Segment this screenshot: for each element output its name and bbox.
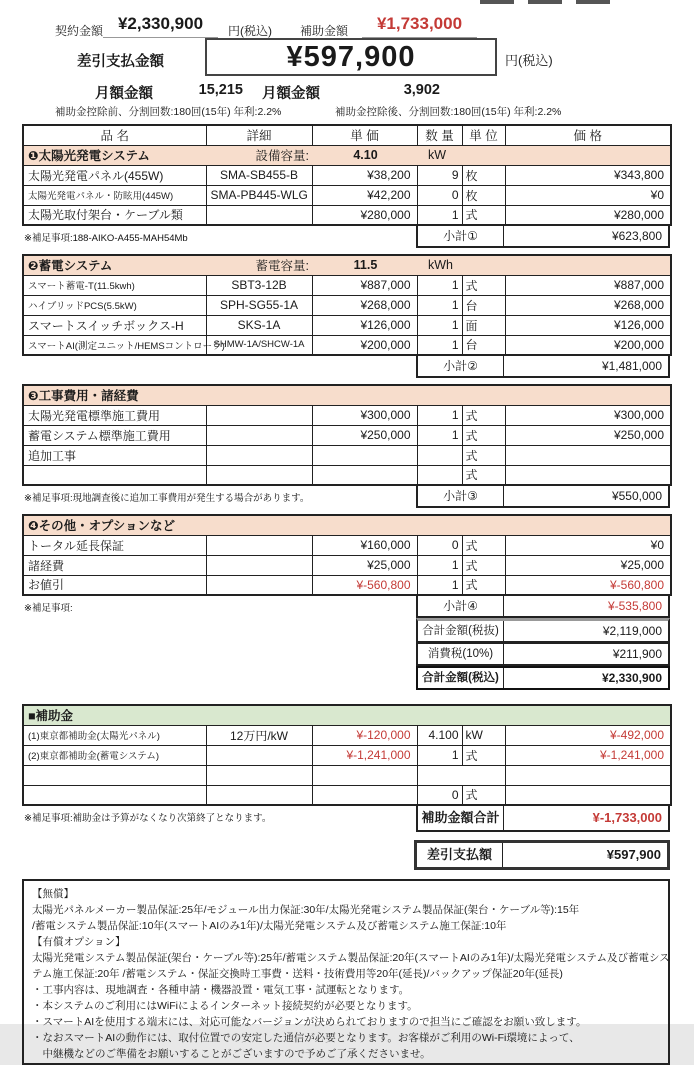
cell: ¥280,000 xyxy=(505,205,671,225)
total-value: ¥2,119,000 xyxy=(602,624,662,638)
warranty-notes-box xyxy=(22,879,670,1065)
items-table-options xyxy=(22,514,672,596)
table-row xyxy=(23,405,671,425)
cell: スマート蓄電-T(11.5kwh) xyxy=(23,275,206,295)
clipped-text-fragment xyxy=(576,0,610,4)
cell xyxy=(312,785,417,805)
cell xyxy=(206,445,312,465)
subtotal-label: 小計④ xyxy=(418,596,504,616)
cell xyxy=(23,465,206,485)
cell: 9 xyxy=(417,165,462,185)
cell: ¥200,000 xyxy=(312,335,417,355)
cell: 1 xyxy=(417,315,462,335)
payment-summary xyxy=(0,0,694,122)
cell: ¥250,000 xyxy=(505,425,671,445)
cell: 0 xyxy=(417,185,462,205)
cell: スマートAI(測定ユニット/HEMSコントローラ) xyxy=(23,335,206,355)
table-row xyxy=(23,745,671,765)
cell xyxy=(312,445,417,465)
cell: (2)東京都補助金(蓄電システム) xyxy=(23,745,206,765)
subtotal-value: ¥550,000 xyxy=(611,489,662,503)
cell: 1 xyxy=(417,205,462,225)
cell: ¥343,800 xyxy=(505,165,671,185)
cell xyxy=(206,405,312,425)
table-row xyxy=(23,335,671,355)
cell: 1 xyxy=(417,295,462,315)
cell xyxy=(206,555,312,575)
subtotal-value: ¥-535,800 xyxy=(607,599,662,613)
cell: 台 xyxy=(462,295,505,315)
cell: ¥-1,241,000 xyxy=(312,745,417,765)
cell xyxy=(206,575,312,595)
subtotal-strip xyxy=(22,596,670,618)
cell: トータル延長保証 xyxy=(23,535,206,555)
cell: ¥268,000 xyxy=(312,295,417,315)
note-line: ・工事内容は、現地調査・各種申請・機器設置・電気工事・試運転となります。 xyxy=(32,984,410,996)
cell: SKS-1A xyxy=(206,315,312,335)
monthly-after-label: 月額金額 xyxy=(262,86,320,102)
contract-amount-value: ¥2,330,900 xyxy=(103,14,218,38)
section-header-row xyxy=(23,145,671,165)
cell: ¥887,000 xyxy=(312,275,417,295)
cell: ¥25,000 xyxy=(505,555,671,575)
col-header-unitprice: 単 価 xyxy=(312,125,417,145)
table-row xyxy=(23,275,671,295)
cell: 太陽光発電パネル(455W) xyxy=(23,165,206,185)
cell: 4.100 xyxy=(417,725,462,745)
cell: 式 xyxy=(462,465,505,485)
table-row xyxy=(23,445,671,465)
section-header-row xyxy=(23,255,671,275)
contract-tax-note: 円(税込) xyxy=(228,24,272,38)
cell: 式 xyxy=(462,405,505,425)
cell xyxy=(505,445,671,465)
section-title: ❶太陽光発電システム xyxy=(28,149,150,163)
section-construction xyxy=(22,384,670,508)
cell: 12万円/kW xyxy=(206,725,312,745)
note-line: 太陽光発電システム製品保証(架台・ケーブル等):25年/蓄電システム製品保証:20年(スマートAIのみ1年)/太陽光発電システム及び蓄電シス xyxy=(32,952,670,964)
section-solar xyxy=(22,124,670,248)
table-row xyxy=(23,765,671,785)
cell: 蓄電システム標準施工費用 xyxy=(23,425,206,445)
cell: ¥126,000 xyxy=(312,315,417,335)
subsidy-total-label: 補助金額合計 xyxy=(418,806,504,830)
section-battery xyxy=(22,254,670,378)
col-header-unit: 単 位 xyxy=(462,125,505,145)
note-line: 【無償】 xyxy=(32,888,74,900)
cell: ¥-560,800 xyxy=(505,575,671,595)
table-row xyxy=(23,205,671,225)
cell: ¥126,000 xyxy=(505,315,671,335)
table-row xyxy=(23,535,671,555)
cell: 1 xyxy=(417,555,462,575)
cell: 0 xyxy=(417,535,462,555)
table-row xyxy=(23,295,671,315)
table-row xyxy=(23,425,671,445)
cell: 式 xyxy=(462,745,505,765)
table-row xyxy=(23,575,671,595)
cell: ¥38,200 xyxy=(312,165,417,185)
cell: 式 xyxy=(462,275,505,295)
cell: 台 xyxy=(462,335,505,355)
cell: ¥268,000 xyxy=(505,295,671,315)
cell: 式 xyxy=(462,555,505,575)
cell: 枚 xyxy=(462,185,505,205)
cell xyxy=(505,785,671,805)
section-note: ※補足事項: xyxy=(24,603,73,614)
capacity-value: 11.5 xyxy=(353,258,378,273)
cell xyxy=(206,785,312,805)
table-row xyxy=(23,185,671,205)
cell: 1 xyxy=(417,335,462,355)
cell: ¥200,000 xyxy=(505,335,671,355)
cell: ¥-560,800 xyxy=(312,575,417,595)
cell xyxy=(206,765,312,785)
subsidy-total-strip xyxy=(22,806,670,832)
cell: 枚 xyxy=(462,165,505,185)
capacity-value: 4.10 xyxy=(353,148,378,162)
net-payment-row xyxy=(22,840,670,870)
net-payment-box xyxy=(205,38,497,76)
cell: 太陽光取付架台・ケーブル類 xyxy=(23,205,206,225)
cell xyxy=(417,465,462,485)
table-row xyxy=(23,555,671,575)
section-note: ※補足事項:188-AIKO-A455-MAH54Mb xyxy=(24,233,188,244)
subtotal-label: 小計③ xyxy=(418,486,504,506)
cell: SMA-PB445-WLG xyxy=(206,185,312,205)
cell xyxy=(417,765,505,785)
cell: ¥160,000 xyxy=(312,535,417,555)
note-line: 中継機などのご準備をお願いすることがございますので予めご了承くださいませ。 xyxy=(32,1048,431,1060)
section-subsidy xyxy=(22,704,670,870)
cell xyxy=(23,765,206,785)
note-line: ・スマートAIを使用する端末には、対応可能なバージョンが決められておりますので担当にご確認をお願い致します。 xyxy=(32,1016,587,1028)
cell xyxy=(206,465,312,485)
cell: スマートスイッチボックス-H xyxy=(23,315,206,335)
cell: (1)東京都補助金(太陽光パネル) xyxy=(23,725,206,745)
section-header-row xyxy=(23,515,671,535)
total-row-grand xyxy=(22,666,670,690)
total-label: 合計金額(税抜) xyxy=(418,621,504,641)
net-payment-value: ¥597,900 xyxy=(286,40,416,73)
cell: 0 xyxy=(417,785,462,805)
subsidy-note: ※補足事項:補助金は予算がなくなり次第終了となります。 xyxy=(24,813,272,824)
items-table-battery xyxy=(22,254,672,356)
note-line: ・なおスマートAIの動作には、取付位置での安定した通信が必要となります。お客様がご利用のWi-Fi環境によって、 xyxy=(32,1032,580,1044)
cell: 式 xyxy=(462,575,505,595)
table-row xyxy=(23,315,671,335)
subtotal-label: 小計② xyxy=(418,356,504,376)
cell: ¥280,000 xyxy=(312,205,417,225)
section-note xyxy=(22,356,416,378)
cell: SMA-SB455-B xyxy=(206,165,312,185)
cell: 面 xyxy=(462,315,505,335)
net-payment-label: 差引支払金額 xyxy=(77,54,164,70)
cell: 式 xyxy=(462,445,505,465)
itemized-tables xyxy=(22,124,670,1065)
cell: SHMW-1A/SHCW-1A xyxy=(206,335,312,355)
contract-amount-label: 契約金額 xyxy=(55,24,104,38)
total-value: ¥211,900 xyxy=(612,647,662,661)
subsidy-title: ■補助金 xyxy=(28,709,74,724)
section-title: ❸工事費用・諸経費 xyxy=(28,389,139,404)
cell: ¥0 xyxy=(505,185,671,205)
cell: お値引 xyxy=(23,575,206,595)
subtotal-value: ¥1,481,000 xyxy=(601,359,662,373)
cell xyxy=(206,745,312,765)
table-row xyxy=(23,165,671,185)
table-row xyxy=(23,465,671,485)
net-tax-note: 円(税込) xyxy=(505,53,553,68)
net-payment-row-value: ¥597,900 xyxy=(606,847,661,862)
col-header-qty: 数 量 xyxy=(417,125,462,145)
cell: ¥42,200 xyxy=(312,185,417,205)
cell xyxy=(206,425,312,445)
cell: ¥300,000 xyxy=(505,405,671,425)
col-header-price: 価 格 xyxy=(505,125,671,145)
cell: ¥-1,241,000 xyxy=(505,745,671,765)
cell: kW xyxy=(462,725,505,745)
section-header-row xyxy=(23,385,671,405)
loan-note-after: 補助金控除後、分割回数:180回(15年) 年利:2.2% xyxy=(335,106,562,118)
cell xyxy=(417,445,462,465)
items-table-construction xyxy=(22,384,672,486)
subsidy-total-value: ¥-1,733,000 xyxy=(592,810,662,825)
cell xyxy=(206,535,312,555)
cell: 1 xyxy=(417,745,462,765)
cell: ¥0 xyxy=(505,535,671,555)
monthly-after-value: 3,902 xyxy=(403,82,440,98)
cell: ¥-492,000 xyxy=(505,725,671,745)
net-payment-row-label: 差引支払額 xyxy=(417,843,503,867)
cell: 太陽光発電パネル・防眩用(445W) xyxy=(23,185,206,205)
cell xyxy=(505,465,671,485)
subsidy-amount-value: ¥1,733,000 xyxy=(362,14,477,38)
col-header-detail: 詳細 xyxy=(206,125,312,145)
capacity-label: 蓄電容量: xyxy=(255,259,309,274)
cell: 式 xyxy=(462,535,505,555)
cell: ¥887,000 xyxy=(505,275,671,295)
subtotal-label: 小計① xyxy=(418,226,504,246)
cell: 1 xyxy=(417,405,462,425)
cell: 式 xyxy=(462,425,505,445)
cell: ¥-120,000 xyxy=(312,725,417,745)
section-title: ❹その他・オプションなど xyxy=(28,519,175,534)
cell: ハイブリッドPCS(5.5kW) xyxy=(23,295,206,315)
clipped-text-fragment xyxy=(528,0,562,4)
monthly-before-label: 月額金額 xyxy=(95,86,153,102)
cell: SBT3-12B xyxy=(206,275,312,295)
cell xyxy=(312,465,417,485)
section-options xyxy=(22,514,670,690)
cell: 諸経費 xyxy=(23,555,206,575)
section-header-row xyxy=(23,705,671,725)
cell: 式 xyxy=(462,785,505,805)
loan-note-before: 補助金控除前、分割回数:180回(15年) 年利:2.2% xyxy=(55,106,282,118)
cell: 1 xyxy=(417,575,462,595)
items-table-solar xyxy=(22,124,672,226)
note-line: ・本システムのご利用にはWiFiによるインターネット接続契約が必要となります。 xyxy=(32,1000,418,1012)
capacity-unit: kW xyxy=(428,148,447,162)
section-note: ※補足事項:現地調査後に追加工事費用が発生する場合があります。 xyxy=(24,493,310,504)
cell: 太陽光発電標準施工費用 xyxy=(23,405,206,425)
cell xyxy=(206,205,312,225)
total-row-pretax xyxy=(22,618,670,643)
grand-total-value: ¥2,330,900 xyxy=(601,671,662,685)
section-title: ❷蓄電システム xyxy=(28,259,113,274)
cell: 1 xyxy=(417,275,462,295)
cell: 式 xyxy=(462,205,505,225)
table-row xyxy=(23,785,671,805)
note-line: テム施工保証:20年 /蓄電システム・保証交換時工事費・送料・技術費用等20年(延長)/バックアップ保証20年(延長) xyxy=(32,968,563,980)
cell: 1 xyxy=(417,425,462,445)
table-row xyxy=(23,725,671,745)
cell: ¥250,000 xyxy=(312,425,417,445)
col-header-name: 品 名 xyxy=(23,125,206,145)
clipped-text-fragment xyxy=(480,0,514,4)
monthly-before-value: 15,215 xyxy=(198,82,243,98)
cell: SPH-SG55-1A xyxy=(206,295,312,315)
cell: ¥25,000 xyxy=(312,555,417,575)
capacity-label: 設備容量: xyxy=(255,149,309,163)
subsidy-table xyxy=(22,704,672,806)
total-row-tax xyxy=(22,643,670,666)
note-line: /蓄電システム製品保証:10年(スマートAIのみ1年)/太陽光発電システム及び蓄電システム施工保証:10年 xyxy=(32,920,507,932)
cell: ¥300,000 xyxy=(312,405,417,425)
subtotal-strip xyxy=(22,486,670,508)
subtotal-strip xyxy=(22,356,670,378)
subsidy-amount-label: 補助金額 xyxy=(300,24,349,38)
grand-total-label: 合計金額(税込) xyxy=(418,668,504,688)
column-header-row xyxy=(23,125,671,145)
cell xyxy=(505,765,671,785)
capacity-unit: kWh xyxy=(428,258,453,273)
note-line: 太陽光パネルメーカー製品保証:25年/モジュール出力保証:30年/太陽光発電システム製品保証(架台・ケーブル等):15年 xyxy=(32,904,580,916)
subtotal-value: ¥623,800 xyxy=(611,229,662,243)
cell xyxy=(23,785,206,805)
cell: 追加工事 xyxy=(23,445,206,465)
total-label: 消費税(10%) xyxy=(418,644,504,664)
note-line: 【有償オプション】 xyxy=(32,936,126,948)
cell xyxy=(312,765,417,785)
subtotal-strip xyxy=(22,226,670,248)
